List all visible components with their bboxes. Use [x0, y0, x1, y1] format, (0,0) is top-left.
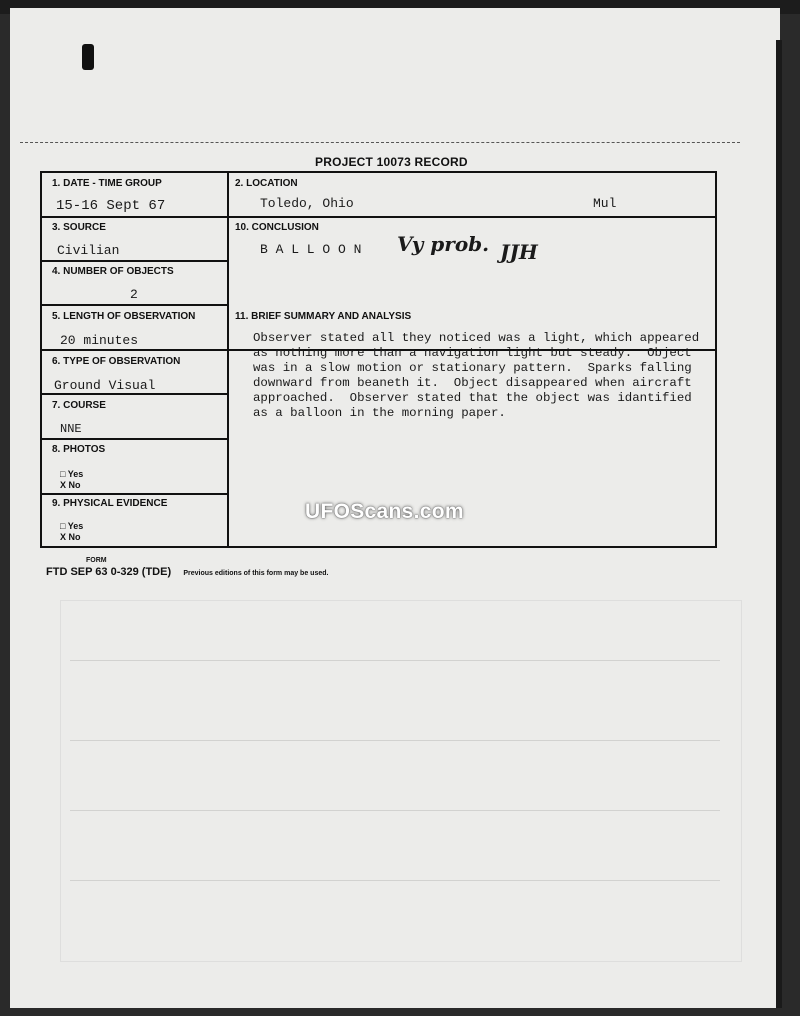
- row-divider: [42, 216, 227, 218]
- photos-no-option: [60, 480, 81, 490]
- bleed-line: [70, 880, 720, 881]
- type-of-observation-label: 6. TYPE OF OBSERVATION: [52, 356, 181, 367]
- length-of-observation-label: 5. LENGTH OF OBSERVATION: [52, 311, 196, 322]
- photos-no-label: No: [68, 480, 81, 490]
- photos-yes-label: Yes: [67, 469, 84, 479]
- binder-clip-mark: [82, 44, 94, 70]
- source-value: Civilian: [57, 243, 120, 258]
- evidence-no-option: [60, 532, 81, 542]
- physical-evidence-label: 9. PHYSICAL EVIDENCE: [52, 498, 168, 509]
- summary-line: approached. Observer stated that the object was idantified: [253, 391, 692, 405]
- source-label: 3. SOURCE: [52, 222, 106, 233]
- number-of-objects-value: 2: [130, 287, 138, 302]
- location-label: 2. LOCATION: [235, 178, 298, 189]
- column-divider: [227, 173, 229, 546]
- bleed-line: [70, 810, 720, 811]
- form-id: FTD SEP 63 0-329 (TDE): [46, 566, 172, 578]
- evidence-yes-option: [60, 521, 83, 531]
- row-divider: [42, 260, 227, 262]
- bleed-through-form: [60, 600, 742, 962]
- photos-label: 8. PHOTOS: [52, 444, 106, 455]
- photos-yes-option: [60, 469, 83, 479]
- sheet-edge-shadow: [776, 40, 782, 1008]
- row-divider: [42, 304, 227, 306]
- checkbox-icon: □: [60, 469, 66, 479]
- summary-text: [253, 331, 713, 421]
- date-time-value: 15-16 Sept 67: [56, 198, 166, 214]
- watermark: UFOScans.com: [305, 500, 464, 523]
- form-footer: [46, 566, 328, 578]
- number-of-objects-label: 4. NUMBER OF OBJECTS: [52, 266, 174, 277]
- evidence-yes-label: Yes: [67, 521, 84, 531]
- perforation-line: [20, 142, 740, 143]
- summary-label: 11. BRIEF SUMMARY AND ANALYSIS: [235, 311, 412, 322]
- evidence-no-label: No: [68, 532, 81, 542]
- course-value: NNE: [60, 422, 82, 436]
- checkbox-icon: □: [60, 521, 66, 531]
- handwritten-initials: JJH: [500, 240, 538, 264]
- summary-line: as a balloon in the morning paper.: [253, 406, 506, 420]
- previous-editions-note: Previous editions of this form may be used.: [183, 570, 329, 577]
- location-extra: Mul: [593, 196, 617, 211]
- bleed-line: [70, 660, 720, 661]
- checked-x-icon: X: [60, 532, 67, 542]
- summary-line: Observer stated all they noticed was a light, which appeared: [253, 331, 700, 345]
- row-divider: [42, 393, 227, 395]
- checked-x-icon: X: [60, 480, 67, 490]
- row-divider: [227, 216, 715, 218]
- date-time-label: 1. DATE - TIME GROUP: [52, 178, 162, 189]
- type-of-observation-value: Ground Visual: [54, 378, 156, 393]
- conclusion-label: 10. CONCLUSION: [235, 222, 319, 233]
- handwritten-annotation: Vy prob.: [397, 232, 490, 256]
- form-word: FORM: [86, 557, 107, 564]
- row-divider: [42, 493, 227, 495]
- summary-line: as nothing more than a navigation light but steady. Object: [253, 346, 692, 360]
- location-value: Toledo, Ohio: [260, 196, 354, 211]
- length-of-observation-value: 20 minutes: [60, 333, 139, 348]
- bleed-line: [70, 740, 720, 741]
- form-title: PROJECT 10073 RECORD: [315, 155, 468, 169]
- summary-line: downward from beaneth it. Object disappeared when aircraft: [253, 376, 692, 390]
- summary-line: was in a slow motion or stationary pattern. Sparks falling: [253, 361, 692, 375]
- course-label: 7. COURSE: [52, 400, 106, 411]
- row-divider: [42, 438, 227, 440]
- conclusion-value: B A L L O O N: [260, 242, 362, 257]
